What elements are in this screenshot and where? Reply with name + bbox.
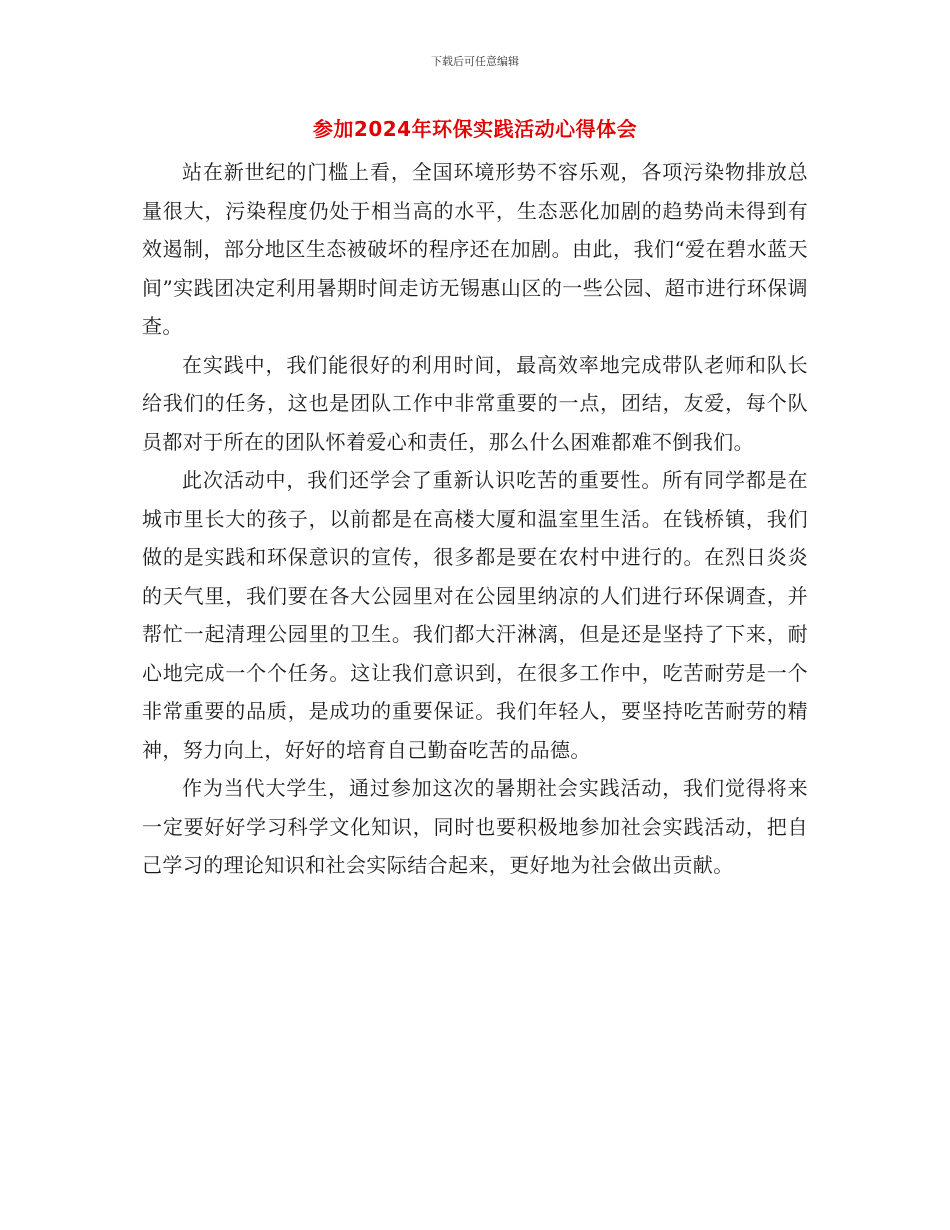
paragraph-1: 站在新世纪的门槛上看，全国环境形势不容乐观，各项污染物排放总量很大，污染程度仍处于相当高的水平，生态恶化加剧的趋势尚未得到有效遏制，部分地区生态被破坏的程序还在加剧。由此，我们“爱在碧水蓝天间”实践团决定利用暑期时间走访无锡惠山区的一些公园、超市进行环保调查。 — [142, 160, 808, 338]
header-note: 下载后可任意编辑 — [431, 55, 519, 68]
paragraph-4: 作为当代大学生，通过参加这次的暑期社会实践活动，我们觉得将来一定要好好学习科学文化知识，同时也要积极地参加社会实践活动，把自己学习的理论知识和社会实际结合起来，更好地为社会做出贡献。 — [142, 776, 808, 877]
document-title: 参加2024年环保实践活动心得体会 — [312, 117, 638, 141]
document-body — [142, 153, 808, 885]
paragraph-2: 在实践中，我们能很好的利用时间，最高效率地完成带队老师和队长给我们的任务，这也是团队工作中非常重要的一点，团结，友爱，每个队员都对于所在的团队怀着爱心和责任，那么什么困难都难不倒我们。 — [142, 352, 808, 454]
paragraph-3: 此次活动中，我们还学会了重新认识吃苦的重要性。所有同学都是在城市里长大的孩子，以前都是在高楼大厦和温室里生活。在钱桥镇，我们做的是实践和环保意识的宣传，很多都是要在农村中进行的。在烈日炎炎的天气里，我们要在各大公园里对在公园里纳凉的人们进行环保调查，并帮忙一起清理公园里的卫生。我们都大汗淋漓，但是还是坚持了下来，耐心地完成一个个任务。这让我们意识到，在很多工作中，吃苦耐劳是一个非常重要的品质，是成功的重要保证。我们年轻人，要坚持吃苦耐劳的精神，努力向上，好好的培育自己勤奋吃苦的品德。 — [142, 468, 808, 762]
